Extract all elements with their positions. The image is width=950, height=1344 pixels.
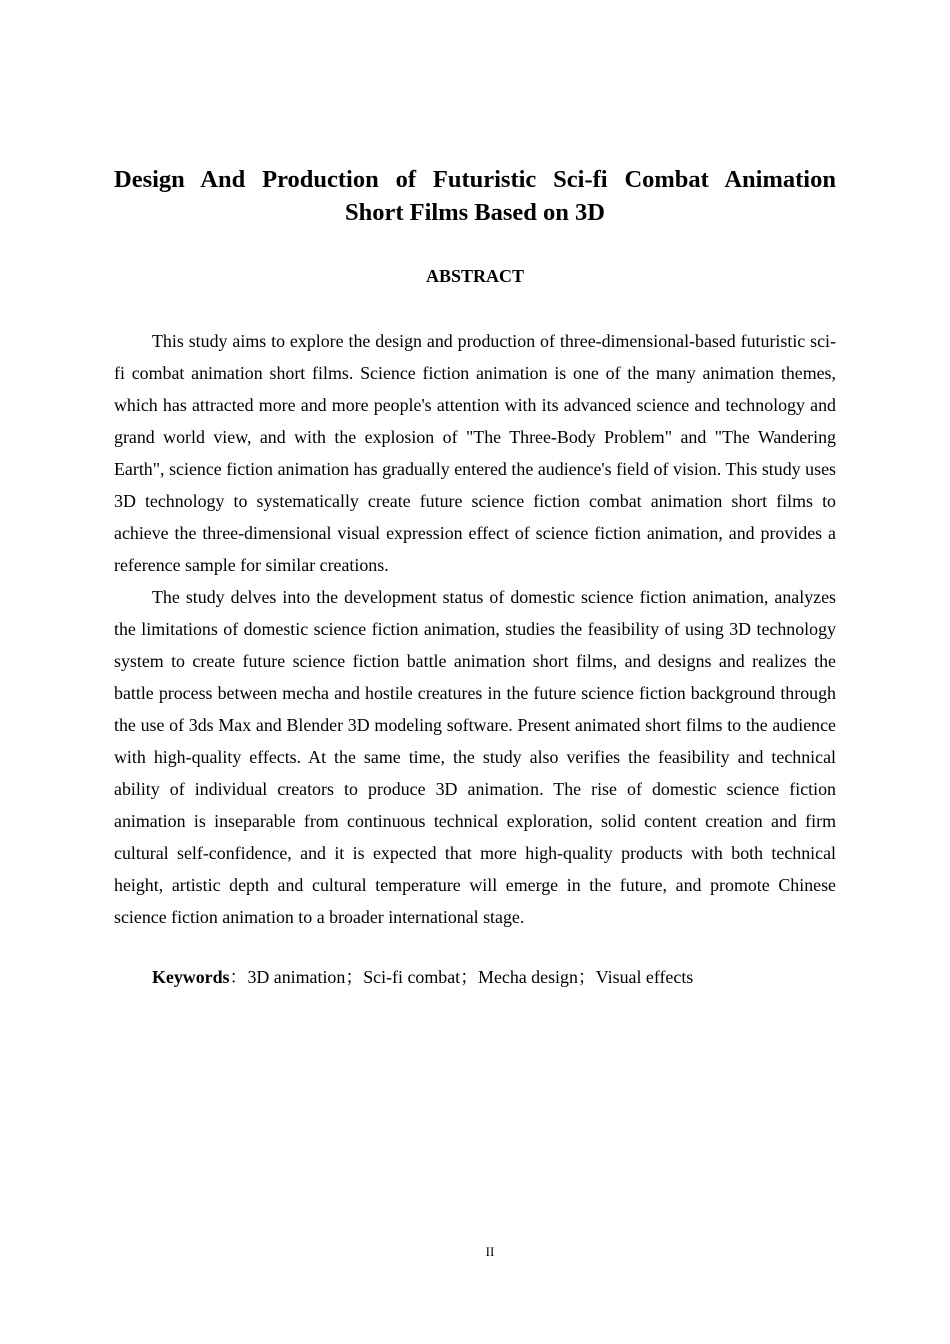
keywords-label: Keywords (152, 967, 230, 987)
keyword-item: Visual effects (595, 967, 694, 987)
abstract-paragraph-1: This study aims to explore the design and production of three-dimensional-based futuristic sci-fi combat animation short films. Science fiction animation is one of the many animation themes, which has attracted more and more people's attention with its advanced science and technology and grand world view, and with the explosion of "The Three-Body Problem" and "The Wandering Earth", science fiction animation has gradually entered the audience's field of vision. This study uses 3D technology to systematically create future science fiction combat animation short films to achieve the three-dimensional visual expression effect of science fiction animation, and provides a reference sample for similar creations. (114, 331, 836, 575)
keyword-separator: ； (345, 967, 364, 987)
abstract-body (114, 325, 836, 933)
keyword-separator: ； (460, 967, 479, 987)
abstract-paragraph-2: The study delves into the development status of domestic science fiction animation, analyzes the limitations of domestic science fiction animation, studies the feasibility of using 3D technology system to create future science fiction battle animation short films, and designs and realizes the battle process between mecha and hostile creatures in the future science fiction background through the use of 3ds Max and Blender 3D modeling software. Present animated short films to the audience with high-quality effects. At the same time, the study also verifies the feasibility and technical ability of individual creators to produce 3D animation. The rise of domestic science fiction animation is inseparable from continuous technical exploration, solid content creation and firm cultural self-confidence, and it is expected that more high-quality products with both technical height, artistic depth and cultural temperature will emerge in the future, and promote Chinese science fiction animation to a broader international stage. (114, 587, 836, 927)
keyword-item: Sci-fi combat (363, 967, 461, 987)
keyword-separator: ； (577, 967, 596, 987)
keywords-colon: ： (229, 967, 248, 987)
paper-title-line-1: Design And Production of Futuristic Sci-fi Combat Animation (114, 166, 836, 193)
keyword-item: Mecha design (478, 967, 578, 987)
paper-title-line-2: Short Films Based on 3D (344, 199, 605, 226)
paper-title (114, 163, 836, 229)
page-number: II (485, 1244, 495, 1259)
keyword-item: 3D animation (247, 967, 346, 987)
keywords-line (152, 961, 693, 993)
abstract-heading: ABSTRACT (425, 266, 525, 286)
